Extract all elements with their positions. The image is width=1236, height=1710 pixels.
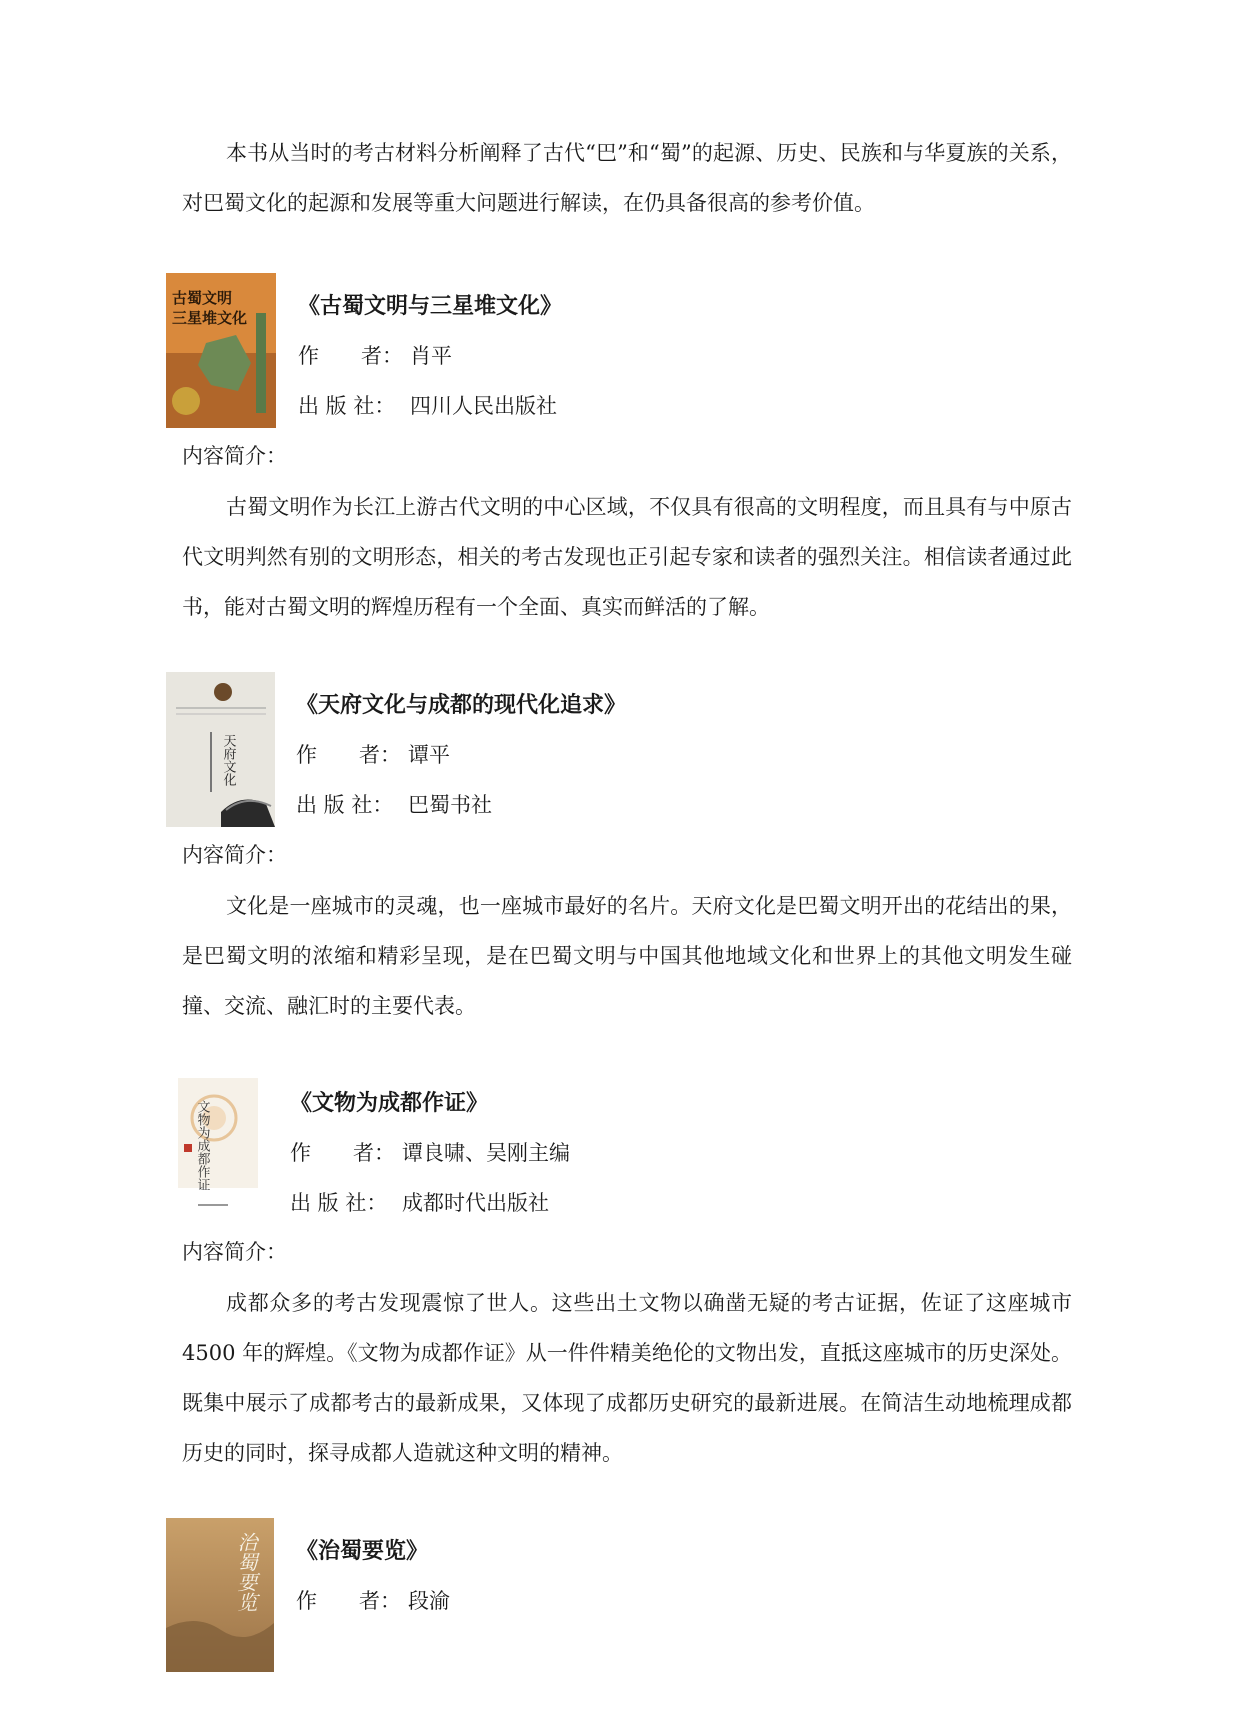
book-cover-4 — [166, 1518, 274, 1672]
svg-text:天府文化: 天府文化 — [220, 734, 236, 786]
author-label: 作 者： — [298, 344, 403, 368]
book-cover-3 — [178, 1078, 258, 1214]
author-value: 段渝 — [408, 1589, 450, 1613]
publisher-value: 巴蜀书社 — [408, 793, 492, 817]
book-cover-2 — [166, 672, 275, 827]
book-author-2 — [296, 740, 450, 770]
book-title-3: 《文物为成都作证》 — [290, 1091, 489, 1116]
book-cover-1 — [166, 273, 276, 428]
book-publisher-3 — [290, 1188, 549, 1218]
book-title-2: 《天府文化与成都的现代化追求》 — [296, 693, 627, 718]
publisher-label: 出 版 社： — [296, 793, 394, 817]
book-publisher-1 — [298, 391, 557, 421]
book-author-1 — [298, 341, 452, 371]
author-value: 肖平 — [410, 344, 452, 368]
publisher-label: 出 版 社： — [298, 394, 396, 418]
book-author-4 — [296, 1586, 450, 1616]
author-label: 作 者： — [296, 743, 401, 767]
intro-paragraph: 本书从当时的考古材料分析阐释了古代“巴”和“蜀”的起源、历史、民族和与华夏族的关系，对巴蜀文化的起源和发展等重大问题进行解读，在仍具备很高的参考价值。 — [182, 141, 1072, 215]
publisher-label: 出 版 社： — [290, 1191, 388, 1215]
summary-label-3: 内容简介： — [182, 1240, 287, 1264]
summary-label-2: 内容简介： — [182, 843, 287, 867]
book-author-3 — [290, 1138, 570, 1168]
svg-text:古蜀文明: 古蜀文明 — [172, 289, 233, 307]
book-publisher-2 — [296, 790, 492, 820]
publisher-value: 四川人民出版社 — [410, 394, 557, 418]
summary-1: 古蜀文明作为长江上游古代文明的中心区域，不仅具有很高的文明程度，而且具有与中原古代文明判然有别的文明形态，相关的考古发现也正引起专家和读者的强烈关注。相信读者通过此书，能对古蜀文明的辉煌历程有一个全面、真实而鲜活的了解。 — [182, 495, 1072, 619]
author-value: 谭平 — [408, 743, 450, 767]
svg-text:三星堆文化: 三星堆文化 — [172, 309, 248, 327]
author-value: 谭良啸、吴刚主编 — [402, 1141, 570, 1165]
svg-text:治蜀要览: 治蜀要览 — [234, 1532, 258, 1612]
author-label: 作 者： — [296, 1589, 401, 1613]
book-title-4: 《治蜀要览》 — [296, 1539, 429, 1564]
publisher-value: 成都时代出版社 — [402, 1191, 549, 1215]
svg-text:文物为成都作证: 文物为成都作证 — [194, 1100, 210, 1191]
summary-2: 文化是一座城市的灵魂，也一座城市最好的名片。天府文化是巴蜀文明开出的花结出的果，是巴蜀文明的浓缩和精彩呈现，是在巴蜀文明与中国其他地域文化和世界上的其他文明发生碰撞、交流、融汇时的主要代表。 — [182, 894, 1072, 1018]
summary-3: 成都众多的考古发现震惊了世人。这些出土文物以确凿无疑的考古证据，佐证了这座城市 4500 年的辉煌。《文物为成都作证》从一件件精美绝伦的文物出发，直抵这座城市的历史深处。既集中展示了成都考古的最新成果，又体现了成都历史研究的最新进展。在简洁生动地梳理成都历史的同时，探寻成都人造就这种文明的精神。 — [182, 1291, 1072, 1465]
summary-label-1: 内容简介： — [182, 444, 287, 468]
book-title-1: 《古蜀文明与三星堆文化》 — [298, 294, 563, 319]
author-label: 作 者： — [290, 1141, 395, 1165]
